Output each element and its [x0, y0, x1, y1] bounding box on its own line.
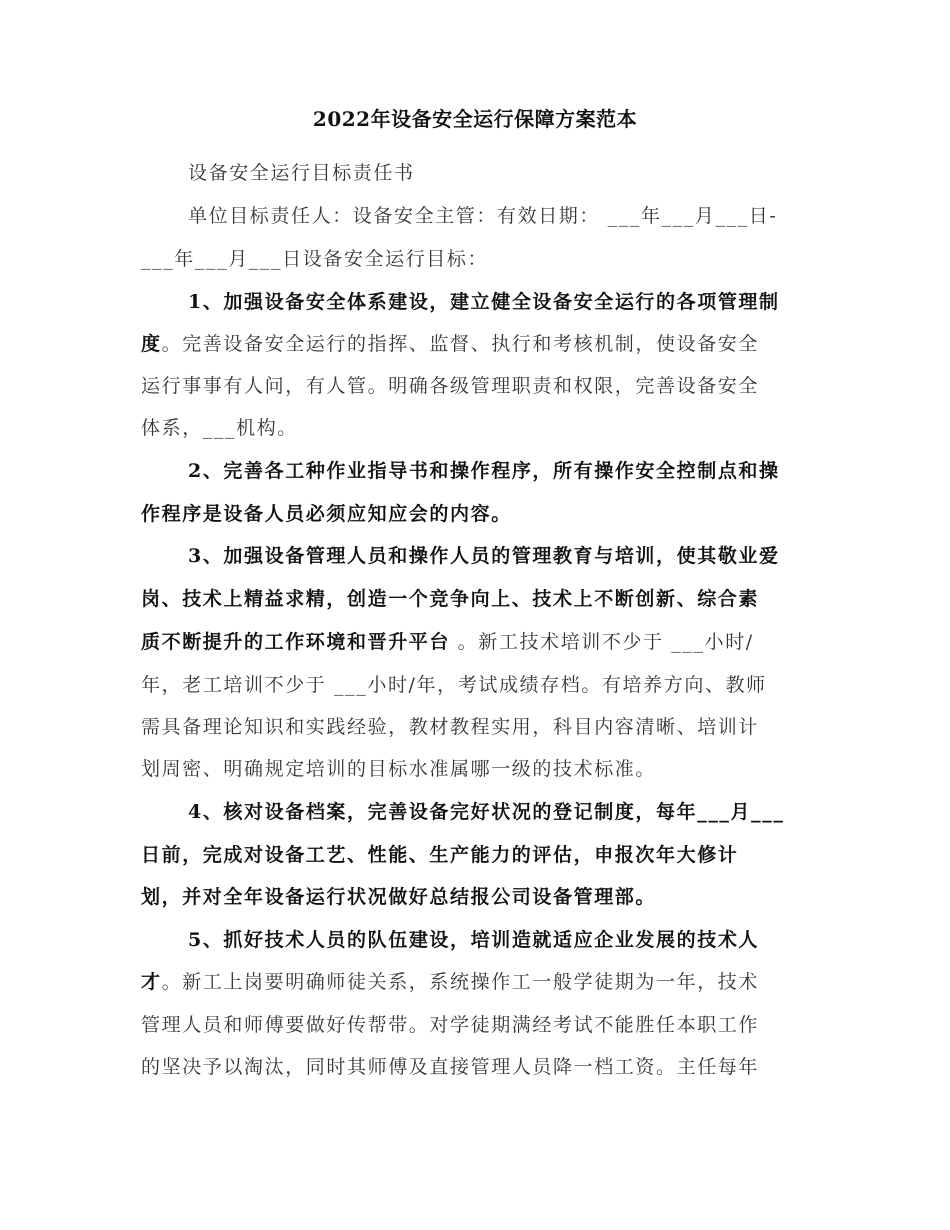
- body-text: 。新工上岗要明确师徒关系，系统操作工一般学徒期为一年，技术: [161, 971, 760, 993]
- bold-text: 质不断提升的工作环境和晋升平台: [141, 631, 451, 653]
- bold-text: 5、抓好技术人员的队伍建设，培训造就适应企业发展的技术人: [188, 929, 760, 951]
- body-line: [141, 1011, 759, 1039]
- body-line: [141, 585, 759, 613]
- body-line: [141, 372, 759, 400]
- body-text: 设备安全运行目标责任书: [188, 162, 415, 184]
- body-line: [141, 841, 738, 869]
- body-text: 划周密、明确规定培训的目标水准属哪一级的技术标准。: [141, 758, 657, 780]
- body-line: [141, 968, 759, 996]
- bold-text: 3、加强设备管理人员和操作人员的管理教育与培训，使其敬业爱: [188, 545, 780, 567]
- body-text: 运行事事有人问，有人管。明确各级管理职责和权限，完善设备安全: [141, 375, 760, 397]
- body-line: [141, 500, 512, 528]
- bold-text: 4、核对设备档案，完善设备完好状况的登记制度，每年___月___: [188, 801, 785, 823]
- body-line: [141, 713, 759, 741]
- body-line: [188, 926, 759, 954]
- document-title: 2022年设备安全运行保障方案范本: [312, 107, 638, 131]
- body-line: [188, 457, 780, 485]
- body-line: [141, 671, 767, 699]
- body-text: 。完善设备安全运行的指挥、监督、执行和考核机制，使设备安全: [161, 333, 760, 355]
- body-line: [188, 159, 415, 187]
- bold-text: 1、加强设备安全体系建设，建立健全设备安全运行的各项管理制: [188, 291, 780, 313]
- body-line: [141, 330, 759, 358]
- bold-text: 度: [141, 333, 162, 355]
- body-text: 需具备理论知识和实践经验，教材教程实用，科目内容清晰、培训计: [141, 716, 760, 738]
- body-text: 。新工技术培训不少于 ___小时/: [450, 631, 754, 653]
- body-text: 体系，___机构。: [141, 417, 298, 439]
- body-text: ___年___月___日设备安全运行目标：: [141, 248, 489, 270]
- body-line: [141, 1053, 759, 1081]
- body-line: [188, 542, 780, 570]
- body-line: [141, 414, 298, 442]
- body-line: [188, 798, 784, 826]
- body-text: 单位目标责任人：设备安全主管：有效日期： ___年___月___日-: [188, 205, 778, 227]
- bold-text: 岗、技术上精益求精，创造一个竞争向上、技术上不断创新、综合素: [141, 588, 760, 610]
- body-line: [141, 755, 656, 783]
- body-line: [188, 288, 780, 316]
- body-text: 管理人员和师傅要做好传帮带。对学徒期满经考试不能胜任本职工作: [141, 1014, 760, 1036]
- bold-text: 才: [141, 971, 162, 993]
- body-line: [141, 245, 488, 273]
- bold-text: 日前，完成对设备工艺、性能、生产能力的评估，申报次年大修计: [141, 844, 739, 866]
- bold-text: 划，并对全年设备运行状况做好总结报公司设备管理部。: [141, 886, 657, 908]
- body-line: [188, 202, 777, 230]
- body-line: [141, 628, 754, 656]
- bold-text: 2、完善各工种作业指导书和操作程序，所有操作安全控制点和操: [188, 460, 780, 482]
- body-text: 年，老工培训不少于 ___小时/年，考试成绩存档。有培养方向、教师: [141, 674, 767, 696]
- body-text: 的坚决予以淘汰，同时其师傅及直接管理人员降一档工资。主任每年: [141, 1056, 760, 1078]
- bold-text: 作程序是设备人员必须应知应会的内容。: [141, 503, 512, 525]
- body-line: [141, 883, 656, 911]
